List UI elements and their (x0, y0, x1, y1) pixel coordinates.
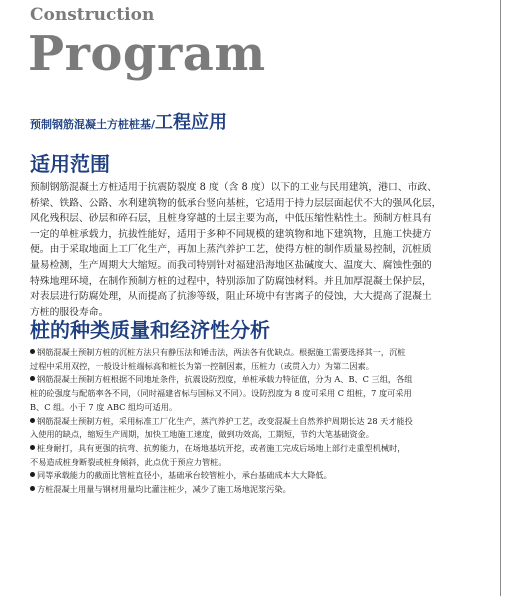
kicker-text: Construction (30, 5, 155, 25)
bullet-item (30, 415, 470, 429)
bullet-dot-icon (30, 472, 35, 477)
subtitle-product: 预制钢筋混凝土方桩桩基/ (30, 118, 156, 131)
bullet-text: 过程中采用双控，一般设计桩端标高和桩长为第一控制因素，压桩力（或贯入力）为第二因素。 (30, 360, 374, 371)
paragraph-line: 量易检测，生产周期大大缩短。而我司特别针对福建沿海地区盐碱度大、温度大、腐蚀性强的 (30, 259, 432, 271)
page-edge-rule (500, 0, 501, 596)
bullet-item (30, 483, 470, 497)
bullet-item (30, 469, 470, 483)
bullet-text: B、C 组。小于 7 度 ABC 组均可适用。 (30, 401, 178, 412)
bullet-dot-icon (30, 445, 35, 450)
bullet-text: 钢筋混凝土预制方桩根据不同地址条件，抗震设防烈度，单桩承载力特征值，分为 A、B、C 三组，各组 (37, 374, 413, 385)
bullet-item (30, 373, 470, 387)
analysis-bullet-list (30, 346, 470, 497)
bullet-continuation (30, 360, 470, 374)
paragraph-line: 预制钢筋混凝土方桩适用于抗震防裂度 8 度（含 8 度）以下的工业与民用建筑，港口、市政、 (30, 182, 438, 193)
bullet-dot-icon (30, 486, 35, 491)
bullet-dot-icon (30, 418, 35, 423)
bullet-continuation (30, 428, 470, 442)
bullet-continuation (30, 401, 470, 415)
bullet-item (30, 442, 470, 456)
paragraph-line: 方桩的服役寿命。 (30, 306, 109, 318)
section-heading-analysis: 桩的种类质量和经济性分析 (30, 318, 270, 342)
bullet-item (30, 346, 470, 360)
section-heading-scope: 适用范围 (30, 152, 110, 176)
bullet-dot-icon (30, 376, 35, 381)
bullet-continuation (30, 387, 470, 401)
bullet-text: 桩的砼强度与配筋率各不同，（同时福建省标与国标又不同）。设防烈度为 8 度可采用 C 组桩，7 度可采用 (30, 388, 412, 399)
bullet-text: 同等承载能力的截面比管桩直径小，基础承台较管桩小，承台基础成本大大降低。 (37, 470, 332, 481)
page-title: Program (28, 26, 266, 82)
bullet-continuation (30, 456, 470, 470)
bullet-text: 钢筋混凝土预制方桩，采用标准工厂化生产，蒸汽养护工艺，改变混凝土自然养护周期长达 28 天才能投 (37, 415, 413, 426)
subtitle-application: 工程应用 (155, 112, 228, 133)
bullet-text: 钢筋混凝土预制方桩的沉桩方法只有静压法和锤击法，两法各有优缺点。根据施工需要选择其一，沉桩 (37, 347, 406, 357)
paragraph-line: 桥梁、铁路、公路、水利建筑物的低承台竖向基桩，它适用于持力层层面起伏不大的强风化层， (30, 197, 442, 209)
bullet-text: 入使用的缺点，缩短生产周期，加快工地施工速度，做到功效高，工期短，节约大笔基础资金。 (30, 429, 374, 440)
bullet-dot-icon (30, 349, 35, 354)
page-subtitle (30, 108, 227, 134)
scope-paragraph (30, 180, 470, 320)
paragraph-line: 便。由于采取地面上工厂化生产，再加上蒸汽养护工艺，使得方桩的制作质量易控制，沉桩质 (30, 244, 432, 256)
paragraph-line: 风化残积层、砂层和碎石层，且桩身穿越的土层主要为高，中低压缩性粘性土。预制方桩具有 (30, 213, 432, 225)
bullet-text: 不易造成桩身断裂或桩身倾斜，此点优于预应力管桩。 (30, 456, 227, 467)
paragraph-line: 一定的单桩承载力，抗拔性能好，适用于多种不同规模的建筑物和地下建筑物，且施工快捷方 (30, 228, 432, 240)
bullet-text: 桩身耐打，具有更强的抗弯、抗剪能力，在场地基坑开挖，或者施工完成后场地上部行走重型机械时， (37, 442, 406, 453)
bullet-text: 方桩混凝土用量与钢材用量均比灌注桩少，减少了施工场地泥浆污染。 (37, 484, 291, 495)
paragraph-line: 对表层进行防腐处理，从而提高了抗渗等级，阻止环境中有害离子的侵蚀，大大提高了混凝土 (30, 291, 432, 303)
paragraph-line: 特殊地理环境，在制作预制方桩的过程中，特别添加了防腐蚀材料。并且加厚混凝土保护层， (30, 275, 432, 287)
